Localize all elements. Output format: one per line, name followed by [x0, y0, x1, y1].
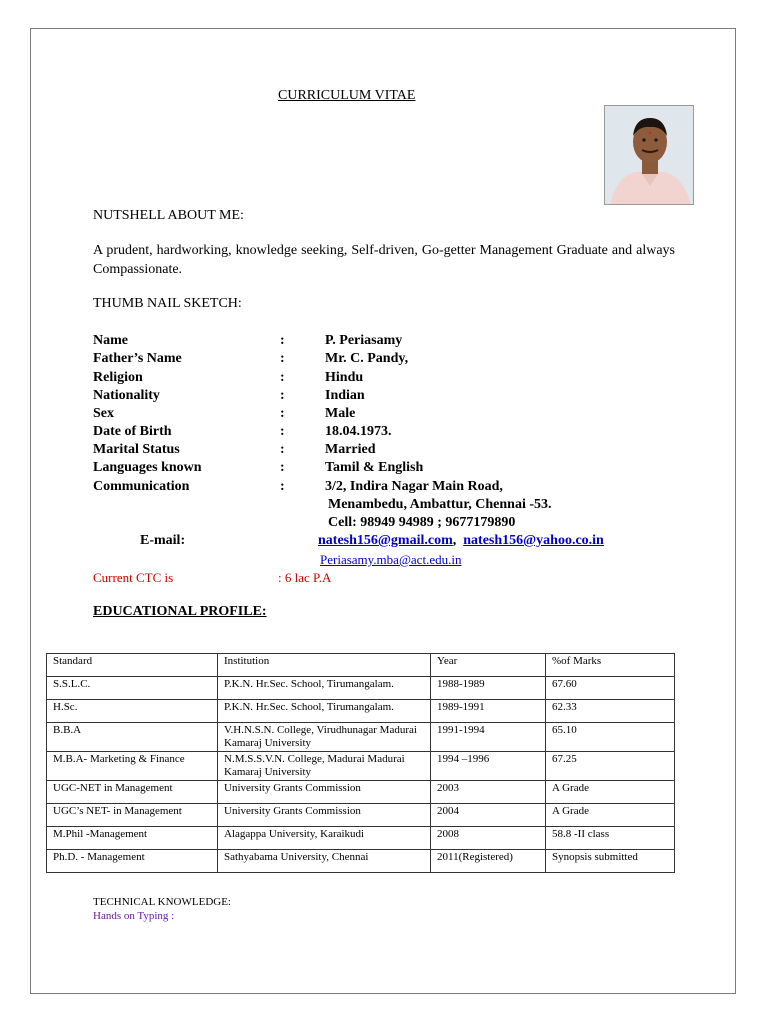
- cell-institution: P.K.N. Hr.Sec. School, Tirumangalam.: [218, 677, 431, 700]
- colon: :: [280, 333, 285, 348]
- email-link-yahoo[interactable]: natesh156@yahoo.co.in: [463, 533, 604, 548]
- cell-institution: Sathyabama University, Chennai: [218, 850, 431, 873]
- email-line-2: [320, 552, 461, 568]
- cell-year: 1991-1994: [431, 723, 546, 752]
- cell-standard: UGC’s NET- in Management: [47, 804, 218, 827]
- value-marital-status: Married: [325, 442, 376, 457]
- header-institution: Institution: [218, 654, 431, 677]
- table-row: [47, 804, 675, 827]
- colon: :: [280, 351, 285, 366]
- nutshell-heading: NUTSHELL ABOUT ME:: [93, 208, 244, 223]
- cell-standard: B.B.A: [47, 723, 218, 752]
- cell-year: 1989-1991: [431, 700, 546, 723]
- cell-standard: S.S.L.C.: [47, 677, 218, 700]
- email-line: [318, 533, 604, 549]
- cell-standard: UGC-NET in Management: [47, 781, 218, 804]
- ctc-label: Current CTC is: [93, 570, 174, 585]
- colon: :: [280, 388, 285, 403]
- education-heading: EDUCATIONAL PROFILE:: [93, 604, 267, 619]
- table-row: [47, 850, 675, 873]
- nutshell-text: A prudent, hardworking, knowledge seeking, Self-driven, Go-getter Management Graduate and always Compassionate.: [93, 243, 675, 277]
- typing-label: Hands on Typing :: [93, 910, 175, 922]
- email-label: E-mail:: [140, 533, 186, 548]
- label-fathers-name: Father’s Name: [93, 351, 182, 366]
- cell-marks: A Grade: [546, 804, 675, 827]
- cell-standard: Ph.D. - Management: [47, 850, 218, 873]
- cell-marks: 58.8 -II class: [546, 827, 675, 850]
- cell-institution: University Grants Commission: [218, 804, 431, 827]
- label-marital-status: Marital Status: [93, 442, 180, 457]
- cell-institution: Alagappa University, Karaikudi: [218, 827, 431, 850]
- table-header-row: [47, 654, 675, 677]
- email-link-act[interactable]: Periasamy.mba@act.edu.in: [320, 552, 462, 567]
- header-standard: Standard: [47, 654, 218, 677]
- label-religion: Religion: [93, 370, 143, 385]
- sketch-heading: THUMB NAIL SKETCH:: [93, 296, 242, 311]
- colon: :: [280, 442, 285, 457]
- ctc-value: : 6 lac P.A: [278, 570, 332, 585]
- colon: :: [280, 406, 285, 421]
- value-address-line1: 3/2, Indira Nagar Main Road,: [325, 479, 503, 494]
- value-languages: Tamil & English: [325, 460, 424, 475]
- cell-institution: N.M.S.S.V.N. College, Madurai Madurai Kamaraj University: [218, 752, 431, 781]
- cell-institution: V.H.N.S.N. College, Virudhunagar Madurai Kamaraj University: [218, 723, 431, 752]
- label-languages: Languages known: [93, 460, 202, 475]
- table-row: [47, 677, 675, 700]
- cell-year: 1994 –1996: [431, 752, 546, 781]
- value-religion: Hindu: [325, 370, 364, 385]
- cell-institution: P.K.N. Hr.Sec. School, Tirumangalam.: [218, 700, 431, 723]
- document-title: CURRICULUM VITAE: [278, 88, 416, 103]
- cell-marks: 67.25: [546, 752, 675, 781]
- label-communication: Communication: [93, 479, 190, 494]
- table-row: [47, 781, 675, 804]
- cell-standard: H.Sc.: [47, 700, 218, 723]
- cell-year: 2008: [431, 827, 546, 850]
- cell-institution: University Grants Commission: [218, 781, 431, 804]
- value-phone: Cell: 98949 94989 ; 9677179890: [328, 515, 516, 530]
- cell-year: 2003: [431, 781, 546, 804]
- profile-photo: [604, 105, 694, 205]
- colon: :: [280, 479, 285, 494]
- colon: :: [280, 370, 285, 385]
- header-year: Year: [431, 654, 546, 677]
- cell-marks: 65.10: [546, 723, 675, 752]
- technical-heading: TECHNICAL KNOWLEDGE:: [93, 896, 231, 908]
- email-separator: ,: [452, 533, 457, 548]
- education-table: [46, 653, 675, 873]
- table-row: [47, 752, 675, 781]
- label-name: Name: [93, 333, 128, 348]
- value-address-line2: Menambedu, Ambattur, Chennai -53.: [328, 497, 552, 512]
- value-nationality: Indian: [325, 388, 365, 403]
- header-marks: %of Marks: [546, 654, 675, 677]
- cell-marks: Synopsis submitted: [546, 850, 675, 873]
- label-nationality: Nationality: [93, 388, 160, 403]
- cell-marks: A Grade: [546, 781, 675, 804]
- colon: :: [280, 424, 285, 439]
- cell-year: 2004: [431, 804, 546, 827]
- table-row: [47, 827, 675, 850]
- table-row: [47, 723, 675, 752]
- cell-standard: M.B.A- Marketing & Finance: [47, 752, 218, 781]
- value-sex: Male: [325, 406, 356, 421]
- cell-year: 1988-1989: [431, 677, 546, 700]
- label-date-of-birth: Date of Birth: [93, 424, 172, 439]
- value-name: P. Periasamy: [325, 333, 403, 348]
- value-date-of-birth: 18.04.1973.: [325, 424, 392, 439]
- colon: :: [280, 460, 285, 475]
- cell-standard: M.Phil -Management: [47, 827, 218, 850]
- cell-marks: 62.33: [546, 700, 675, 723]
- email-link-gmail[interactable]: natesh156@gmail.com: [318, 533, 453, 548]
- table-row: [47, 700, 675, 723]
- label-sex: Sex: [93, 406, 114, 421]
- cell-marks: 67.60: [546, 677, 675, 700]
- cell-year: 2011(Registered): [431, 850, 546, 873]
- value-fathers-name: Mr. C. Pandy,: [325, 351, 409, 366]
